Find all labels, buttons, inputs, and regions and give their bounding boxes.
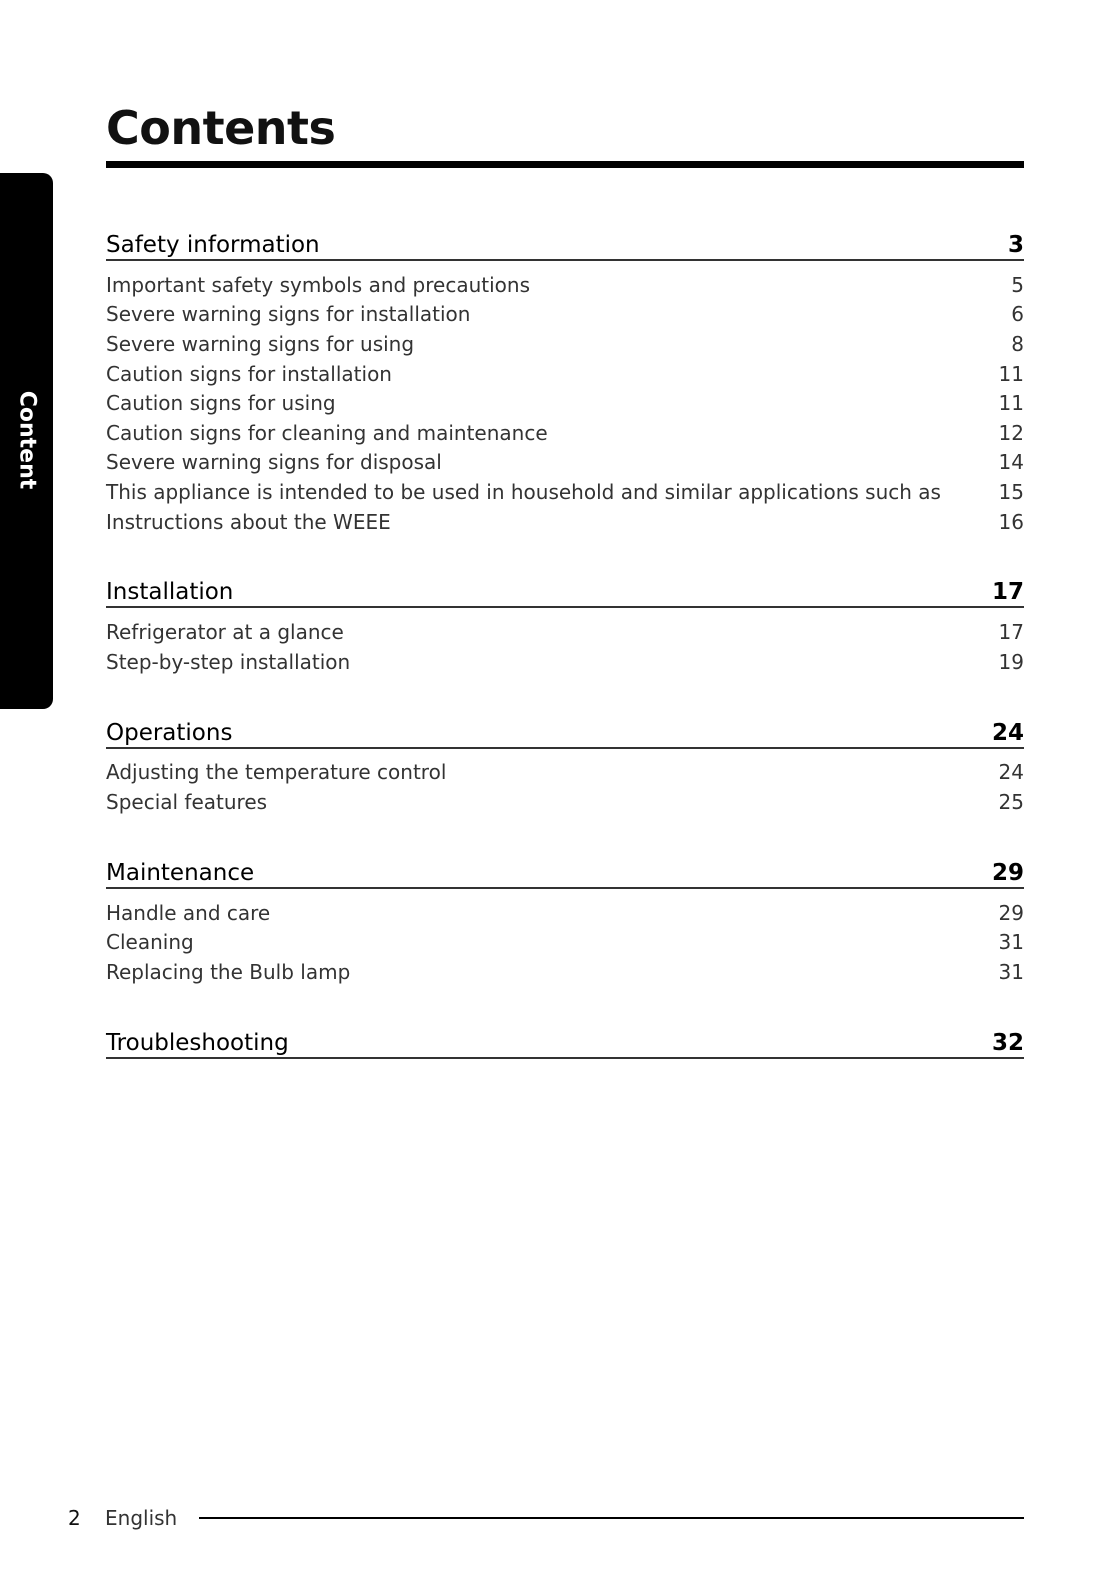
toc-section (106, 572, 1024, 676)
toc-entry-page: 11 (998, 361, 1024, 386)
title-rule (106, 161, 1024, 168)
side-tab-label: Content (14, 390, 40, 490)
toc-entry-page: 31 (998, 959, 1024, 984)
toc-section-title: Maintenance (106, 859, 255, 886)
footer-language: English (105, 1506, 178, 1530)
toc-entry-title: Instructions about the WEEE (106, 509, 391, 534)
toc-section-page: 3 (1007, 232, 1024, 258)
toc-entry-page: 14 (998, 450, 1024, 475)
toc-section (106, 713, 1024, 817)
toc-entry-page: 12 (998, 420, 1024, 445)
toc-section-page: 32 (991, 1029, 1024, 1056)
toc-entry-page: 24 (998, 760, 1024, 785)
toc-entry[interactable] (106, 787, 1024, 817)
toc-section-header[interactable] (106, 1023, 1024, 1059)
footer-rule (199, 1517, 1024, 1519)
toc-section-title: Operations (106, 719, 233, 746)
toc-section-header[interactable] (106, 853, 1024, 889)
toc-entry-page: 25 (998, 789, 1024, 814)
toc-entry-title: Caution signs for using (106, 391, 336, 416)
toc-section-header[interactable] (106, 225, 1024, 261)
toc-entry-page: 29 (998, 900, 1024, 925)
toc-entry-title: Cleaning (106, 930, 194, 955)
toc-entry[interactable] (106, 898, 1024, 928)
toc-entry-page: 15 (998, 479, 1024, 504)
toc-entry-title: Severe warning signs for installation (106, 302, 471, 327)
toc-entry-page: 6 (1011, 302, 1024, 327)
toc-entry-page: 17 (998, 620, 1024, 645)
toc-entry-page: 11 (998, 391, 1024, 416)
toc-entry-title: Caution signs for cleaning and maintenance (106, 420, 548, 445)
table-of-contents (106, 225, 1024, 1095)
toc-entry-title: Special features (106, 789, 268, 814)
toc-section-title: Safety information (106, 232, 320, 258)
toc-entry[interactable] (106, 300, 1024, 330)
toc-entry-page: 19 (998, 649, 1024, 674)
toc-entry[interactable] (106, 329, 1024, 359)
toc-entry[interactable] (106, 927, 1024, 957)
page-footer (68, 1503, 1024, 1533)
toc-section-title: Installation (106, 579, 234, 606)
toc-section (106, 1023, 1024, 1059)
toc-section-page: 29 (991, 859, 1024, 886)
toc-entry-list (106, 608, 1024, 676)
toc-section-title: Troubleshooting (106, 1029, 289, 1056)
toc-entry-page: 8 (1011, 331, 1024, 356)
toc-section (106, 225, 1024, 536)
toc-entry-title: Refrigerator at a glance (106, 620, 344, 645)
toc-entry-title: Important safety symbols and precautions (106, 272, 530, 297)
toc-entry-title: This appliance is intended to be used in household and similar applications such as (106, 479, 941, 504)
toc-entry-list (106, 749, 1024, 817)
toc-entry[interactable] (106, 418, 1024, 448)
toc-entry-title: Replacing the Bulb lamp (106, 959, 351, 984)
toc-entry-title: Step-by-step installation (106, 649, 351, 674)
toc-section-header[interactable] (106, 572, 1024, 608)
toc-entry[interactable] (106, 617, 1024, 647)
toc-entry[interactable] (106, 359, 1024, 389)
toc-entry-list (106, 889, 1024, 987)
toc-entry-page: 16 (998, 509, 1024, 534)
toc-section-header[interactable] (106, 713, 1024, 749)
toc-entry[interactable] (106, 758, 1024, 788)
page-title: Contents (106, 101, 336, 155)
toc-entry-title: Caution signs for installation (106, 361, 392, 386)
toc-entry[interactable] (106, 957, 1024, 987)
toc-entry-title: Severe warning signs for using (106, 331, 415, 356)
toc-section-page: 17 (991, 579, 1024, 606)
toc-section (106, 853, 1024, 987)
toc-entry-page: 31 (998, 930, 1024, 955)
footer-page-number: 2 (68, 1506, 81, 1530)
toc-entry[interactable] (106, 270, 1024, 300)
toc-entry[interactable] (106, 388, 1024, 418)
toc-entry-list (106, 261, 1024, 536)
toc-entry[interactable] (106, 448, 1024, 478)
toc-entry-title: Handle and care (106, 900, 271, 925)
toc-entry[interactable] (106, 477, 1024, 507)
toc-entry[interactable] (106, 647, 1024, 677)
toc-entry-title: Adjusting the temperature control (106, 760, 447, 785)
toc-entry-page: 5 (1011, 272, 1024, 297)
toc-entry[interactable] (106, 507, 1024, 537)
toc-entry-title: Severe warning signs for disposal (106, 450, 442, 475)
toc-section-page: 24 (991, 719, 1024, 746)
